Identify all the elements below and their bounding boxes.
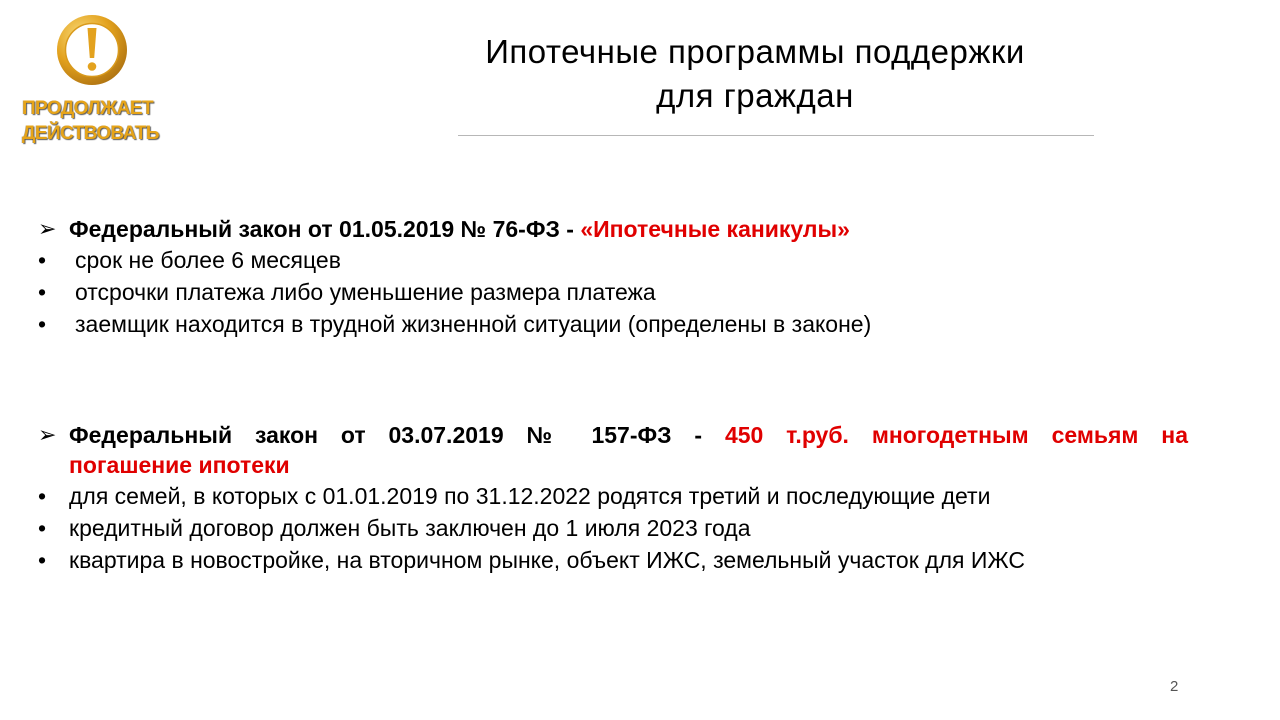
bullet-icon: • xyxy=(38,483,47,509)
list-item xyxy=(38,512,1188,544)
list-item xyxy=(38,480,1188,512)
page-title xyxy=(380,30,1130,118)
section-large-family-support xyxy=(38,420,1188,576)
law-highlight-continued: погашение ипотеки xyxy=(69,452,290,478)
bullet-list xyxy=(38,480,1188,576)
list-item xyxy=(38,244,1188,276)
list-item-text: срок не более 6 месяцев xyxy=(75,247,341,273)
law-reference: Федеральный закон от 03.07.2019 № 157-ФЗ - xyxy=(69,422,725,448)
list-item-text: квартира в новостройке, на вторичном рынке, объект ИЖС, земельный участок для ИЖС xyxy=(69,547,1025,573)
badge-label xyxy=(22,96,182,146)
bullet-icon: • xyxy=(38,279,47,305)
law-reference: Федеральный закон от 01.05.2019 № 76-ФЗ - xyxy=(69,216,581,242)
page-number: 2 xyxy=(1170,678,1179,695)
bullet-icon: • xyxy=(38,515,47,541)
status-badge xyxy=(22,12,182,152)
bullet-icon: • xyxy=(38,547,47,573)
law-highlight: 450 т.руб. многодетным семьям на xyxy=(724,422,1188,448)
title-divider xyxy=(458,135,1094,136)
list-item-text: заемщик находится в трудной жизненной ситуации (определены в законе) xyxy=(75,311,872,337)
arrow-bullet-icon: ➢ xyxy=(38,422,57,447)
arrow-bullet-icon: ➢ xyxy=(38,216,57,241)
bullet-list xyxy=(38,244,1188,340)
law-heading-first-row xyxy=(69,420,1188,450)
list-item xyxy=(38,308,1188,340)
page-title-line1: Ипотечные программы поддержки xyxy=(485,33,1025,70)
list-item-text: отсрочки платежа либо уменьшение размера платежа xyxy=(75,279,656,305)
law-heading xyxy=(38,214,1188,244)
law-highlight: «Ипотечные каникулы» xyxy=(580,216,850,242)
bullet-icon: • xyxy=(38,311,47,337)
badge-label-line1: ПРОДОЛЖАЕТ xyxy=(22,98,153,119)
badge-label-line2: ДЕЙСТВОВАТЬ xyxy=(22,123,159,144)
bullet-icon: • xyxy=(38,247,47,273)
list-item xyxy=(38,276,1188,308)
section-mortgage-holidays xyxy=(38,214,1188,340)
list-item xyxy=(38,544,1188,576)
list-item-text: кредитный договор должен быть заключен до 1 июля 2023 года xyxy=(69,515,751,541)
list-item-text: для семей, в которых с 01.01.2019 по 31.12.2022 родятся третий и последующие дети xyxy=(69,483,991,509)
page-title-line2: для граждан xyxy=(656,77,854,114)
law-heading xyxy=(38,420,1188,480)
exclamation-icon xyxy=(54,12,130,88)
